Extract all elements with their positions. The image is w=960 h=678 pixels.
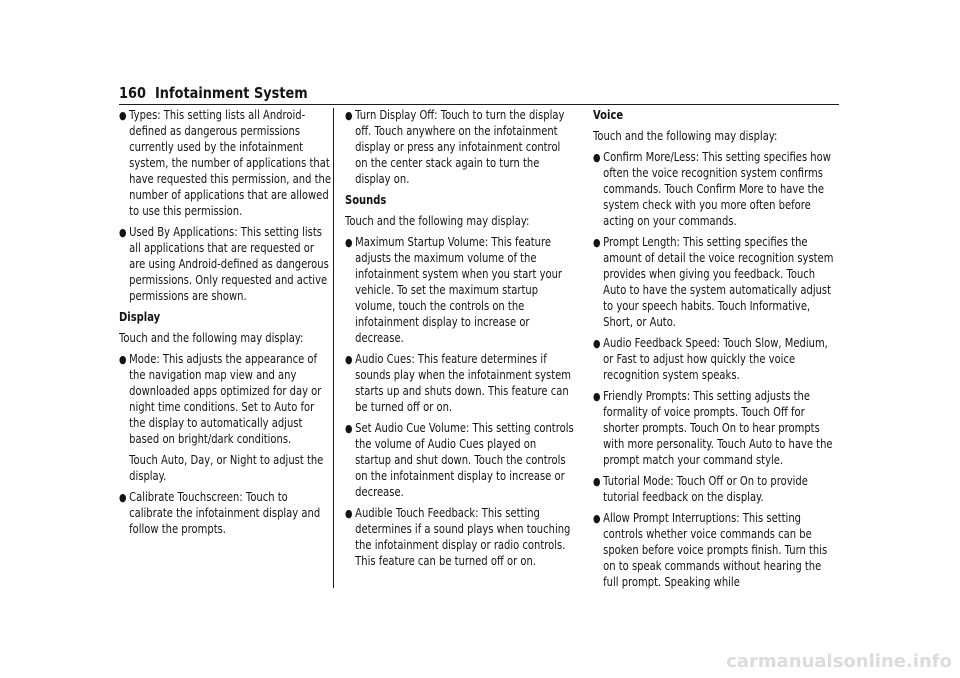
- list-item-text: Prompt Length: This setting specifies the amount of detail the voice recognition system provides when giving you feedback. Touch Auto to have the system automatically adjust to your speech habits. Touch Informative, Short, or Auto.: [603, 235, 834, 330]
- bullet-icon: ●: [593, 475, 601, 488]
- list-item: [593, 389, 839, 469]
- list-item: [345, 235, 575, 347]
- list-item: [593, 474, 839, 506]
- list-item: [345, 421, 575, 501]
- list-item-text: Maximum Startup Volume: This feature adjusts the maximum volume of the infotainment system when you start your vehicle. To set the maximum startup volume, touch the controls on the infotainment display to increase or decrease.: [355, 235, 563, 346]
- list-item: [345, 506, 575, 570]
- list-item-text: Calibrate Touchscreen: Touch to calibrate the infotainment display and follow the prompts.: [129, 490, 321, 537]
- bullet-icon: ●: [345, 109, 353, 122]
- bullet-icon: ●: [345, 507, 353, 520]
- list-item-text: Audio Feedback Speed: Touch Slow, Medium, or Fast to adjust how quickly the voice recognition system speaks.: [603, 336, 828, 383]
- list-item-text: Used By Applications: This setting lists all applications that are requested or are using Android-defined as dangerous permissions. Only requested and active permissions are shown.: [129, 225, 329, 304]
- bullet-icon: ●: [593, 390, 601, 403]
- list-item: [593, 235, 839, 331]
- list-item-text: Set Audio Cue Volume: This setting controls the volume of Audio Cues played on startup and shut down. Touch the controls on the infotainment display to increase or decrease.: [355, 421, 574, 500]
- list-item: [345, 108, 575, 188]
- bullet-icon: ●: [119, 353, 127, 366]
- column-2: [345, 108, 575, 575]
- bullet-icon: ●: [593, 512, 601, 525]
- section-intro: Touch and the following may display:: [345, 214, 530, 229]
- column-divider: [333, 108, 334, 588]
- list-item-subtext: Touch Auto, Day, or Night to adjust the display.: [129, 453, 324, 484]
- bullet-icon: ●: [345, 353, 353, 366]
- page-header: [119, 80, 839, 105]
- bullet-icon: ●: [119, 109, 127, 122]
- section-heading-sounds: Sounds: [345, 193, 387, 208]
- list-item-text: Friendly Prompts: This setting adjusts the formality of voice prompts. Touch Off for shorter prompts. Touch On to hear prompts with more personality. Touch Auto to have the prompt match your command style.: [603, 389, 833, 468]
- list-item: [119, 108, 331, 220]
- list-item-text: Allow Prompt Interruptions: This setting controls whether voice commands can be spoken before voice prompts finish. Turn this on to speak commands without hearing the full prompt. Speaking while: [603, 511, 828, 590]
- list-item: [593, 150, 839, 230]
- watermark: carmanualsonline.info: [726, 651, 952, 672]
- bullet-icon: ●: [593, 337, 601, 350]
- bullet-icon: ●: [593, 151, 601, 164]
- list-item: [119, 352, 331, 448]
- section-heading-display: Display: [119, 310, 161, 325]
- bullet-icon: ●: [119, 491, 127, 504]
- section-heading-voice: Voice: [593, 108, 624, 123]
- list-item-text: Confirm More/Less: This setting specifies how often the voice recognition system confirms commands. Touch Confirm More to have the system check with you more often before acting on your commands.: [603, 150, 831, 229]
- list-item-text: Tutorial Mode: Touch Off or On to provide tutorial feedback on the display.: [603, 474, 808, 505]
- list-item: [119, 225, 331, 305]
- bullet-icon: ●: [345, 422, 353, 435]
- list-item: [593, 336, 839, 384]
- bullet-icon: ●: [593, 236, 601, 249]
- list-item-text: Mode: This adjusts the appearance of the navigation map view and any downloaded apps optimized for day or night time conditions. Set to Auto for the display to automatically adjust based on bright/dark conditions.: [129, 352, 322, 447]
- column-1: [119, 108, 331, 543]
- list-item-text: Turn Display Off: Touch to turn the display off. Touch anywhere on the infotainment display or press any infotainment control on the center stack again to turn the display on.: [355, 108, 565, 187]
- column-3: [593, 108, 839, 596]
- bullet-icon: ●: [119, 226, 127, 239]
- list-item: [119, 490, 331, 538]
- bullet-icon: ●: [345, 236, 353, 249]
- list-item: [345, 352, 575, 416]
- list-item-text: Types: This setting lists all Android-defined as dangerous permissions currently used by the infotainment system, the number of applications that have requested this permission, and the number of applications that are allowed to use this permission.: [129, 108, 331, 219]
- list-item-text: Audible Touch Feedback: This setting determines if a sound plays when touching the infotainment display or radio controls. This feature can be turned off or on.: [355, 506, 571, 569]
- section-intro: Touch and the following may display:: [119, 331, 304, 346]
- section-intro: Touch and the following may display:: [593, 129, 778, 144]
- list-item: [593, 511, 839, 591]
- page-number: 160: [119, 84, 146, 102]
- page-section-title: Infotainment System: [155, 84, 308, 102]
- list-item-text: Audio Cues: This feature determines if sounds play when the infotainment system starts up and shuts down. This feature can be turned off or on.: [355, 352, 572, 415]
